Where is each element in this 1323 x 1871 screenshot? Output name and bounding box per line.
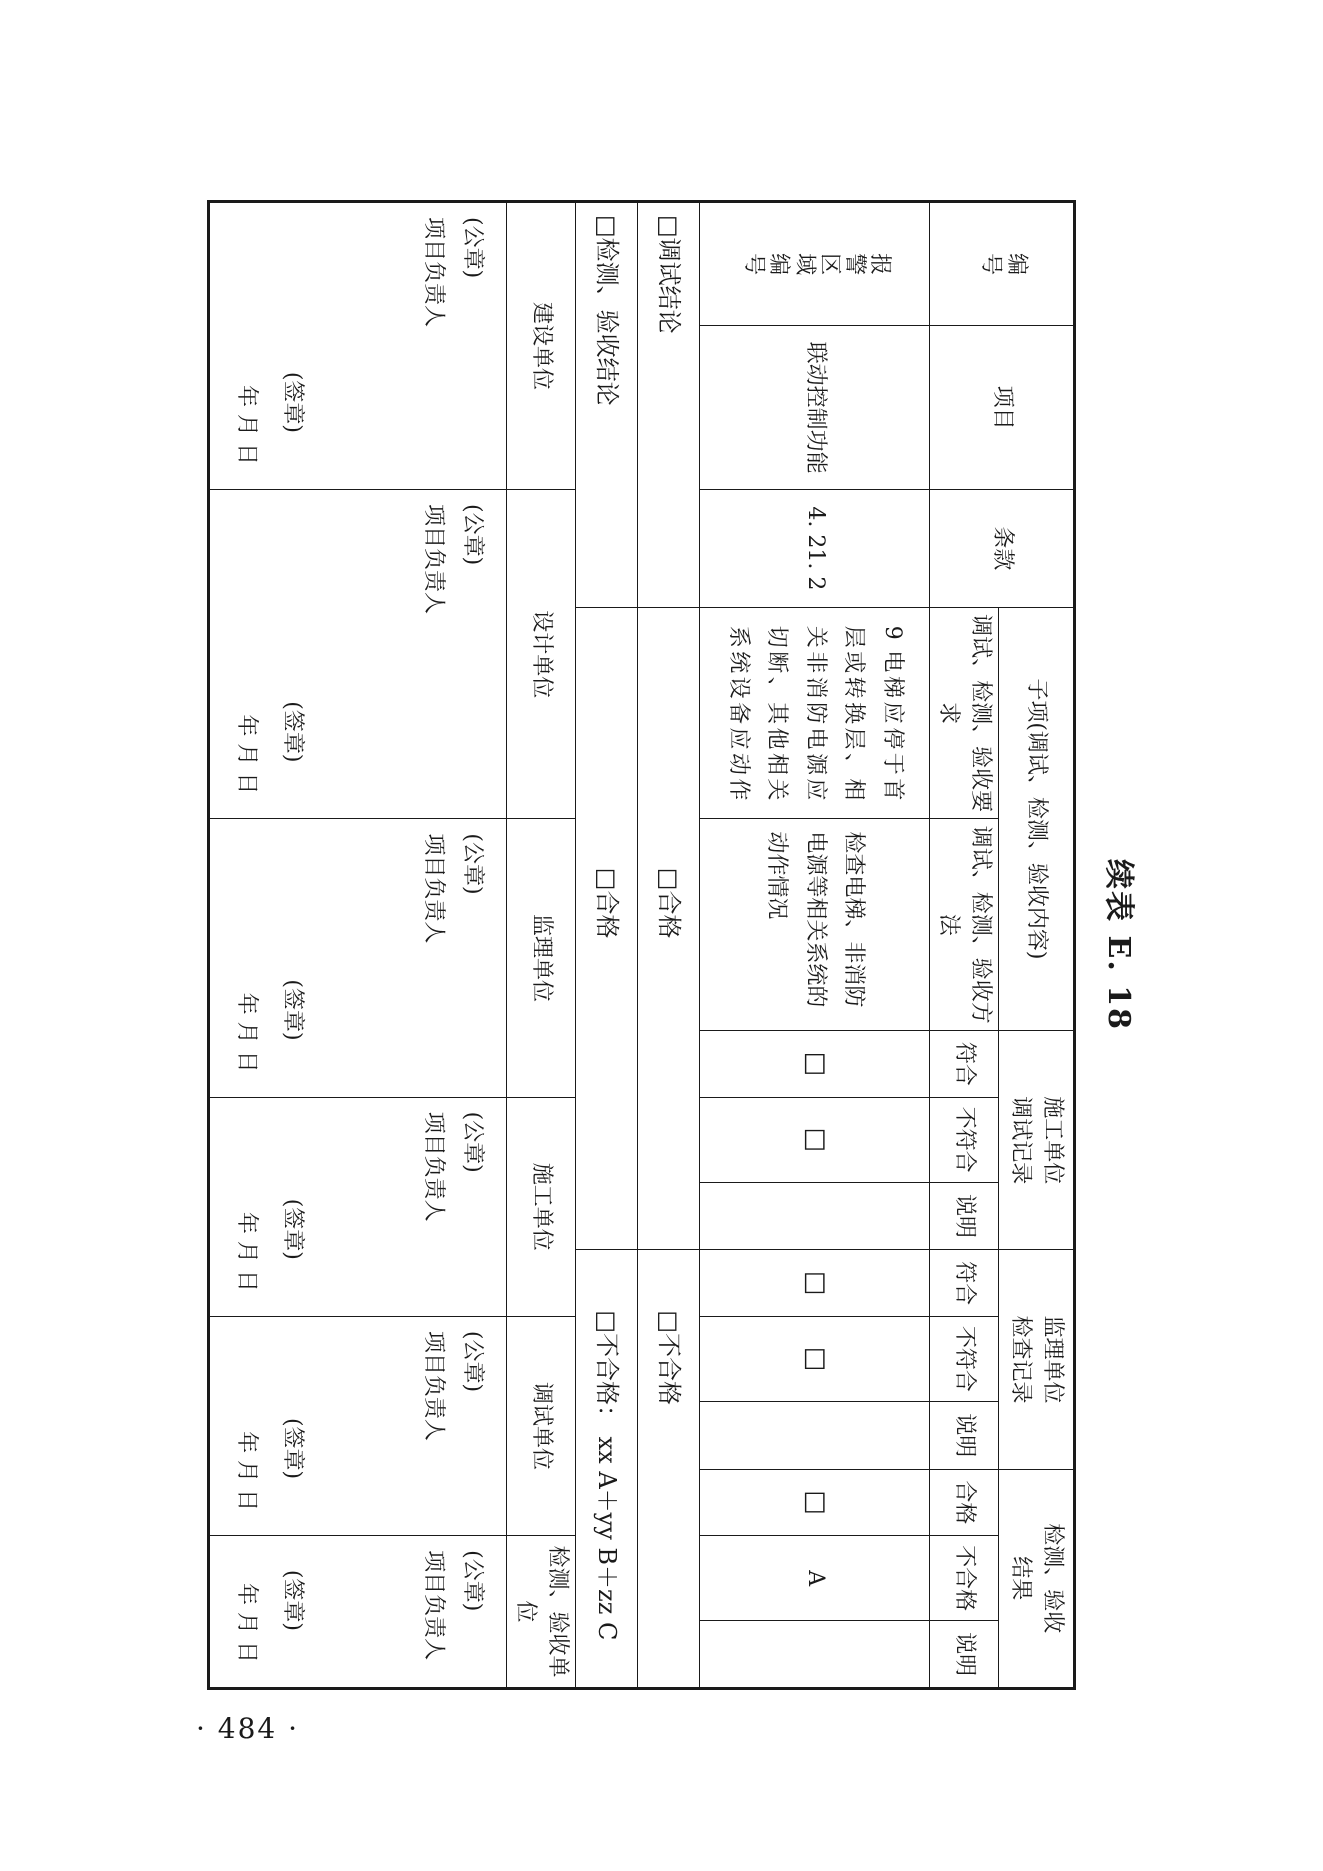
sign-cell-jiance[interactable]: (公章) 项目负责人 (签章) 年 月 日 bbox=[209, 1536, 507, 1689]
header-supervision-record: 监理单位 检查记录 bbox=[999, 1250, 1075, 1469]
sg-fuhe-checkbox[interactable]: □ bbox=[700, 1031, 930, 1098]
tiaoshi-fail-checkbox[interactable]: □不合格 bbox=[638, 1250, 700, 1689]
acceptance-table bbox=[207, 200, 1076, 1690]
header-jc-shuoming: 说明 bbox=[930, 1621, 999, 1689]
sg-bufuhe-checkbox[interactable]: □ bbox=[700, 1097, 930, 1182]
jiance-pass-checkbox[interactable]: □合格 bbox=[576, 607, 638, 1250]
row-yaoqiu: 9 电梯应停于首层或转换层、相关非消防电源应切断、其他相关系统设备应动作 bbox=[700, 607, 930, 819]
jc-hege-checkbox[interactable]: □ bbox=[700, 1469, 930, 1536]
header-bianhao: 编号 bbox=[930, 202, 1075, 326]
row-tiaokuan: 4. 21. 2 bbox=[700, 489, 930, 607]
signature-row bbox=[209, 202, 507, 1689]
jiance-conclusion-label[interactable]: □检测、验收结论 bbox=[576, 202, 638, 608]
row-xiangmu: 联动控制功能 bbox=[700, 326, 930, 490]
unit-jianli: 监理单位 bbox=[507, 819, 576, 1097]
tiaoshi-pass-checkbox[interactable]: □合格 bbox=[638, 607, 700, 1250]
jc-shuoming-cell bbox=[700, 1621, 930, 1689]
jl-fuhe-checkbox[interactable]: □ bbox=[700, 1250, 930, 1317]
tiaoshi-conclusion-row bbox=[638, 202, 700, 1689]
row-fangfa: 检查电梯、非消防电源等相关系统的动作情况 bbox=[700, 819, 930, 1031]
sign-cell-tiaoshi[interactable]: (公章) 项目负责人 (签章) 年 月 日 bbox=[209, 1316, 507, 1535]
unit-jianshe: 建设单位 bbox=[507, 202, 576, 490]
header-xiangmu: 项目 bbox=[930, 326, 1075, 490]
unit-tiaoshi: 调试单位 bbox=[507, 1316, 576, 1535]
unit-jiance: 检测、验收单位 bbox=[507, 1536, 576, 1689]
header-sg-bufuhe: 不符合 bbox=[930, 1097, 999, 1182]
header-jc-hege: 合格 bbox=[930, 1469, 999, 1536]
header-yaoqiu: 调试、检测、验收要求 bbox=[930, 607, 999, 819]
jiance-conclusion-row bbox=[576, 202, 638, 1689]
unit-shigong: 施工单位 bbox=[507, 1097, 576, 1316]
table-title: 续表 E. 18 bbox=[1101, 859, 1136, 1031]
sign-cell-jianshe[interactable]: (公章) 项目负责人 (签章) 年 月 日 bbox=[209, 202, 507, 490]
header-jl-bufuhe: 不符合 bbox=[930, 1316, 999, 1401]
jc-buhege-value: A bbox=[700, 1536, 930, 1621]
units-row bbox=[507, 202, 576, 1689]
table-row bbox=[700, 202, 930, 1689]
unit-sheji: 设计单位 bbox=[507, 489, 576, 818]
jl-shuoming-cell bbox=[700, 1401, 930, 1469]
header-jc-buhege: 不合格 bbox=[930, 1536, 999, 1621]
sign-cell-sheji[interactable]: (公章) 项目负责人 (签章) 年 月 日 bbox=[209, 489, 507, 818]
row-bianhao: 报警区域编号 bbox=[700, 202, 930, 326]
sg-shuoming-cell bbox=[700, 1182, 930, 1250]
header-tiaokuan: 条款 bbox=[930, 489, 1075, 607]
jl-bufuhe-checkbox[interactable]: □ bbox=[700, 1316, 930, 1401]
header-sg-fuhe: 符合 bbox=[930, 1031, 999, 1098]
sign-cell-jianli[interactable]: (公章) 项目负责人 (签章) 年 月 日 bbox=[209, 819, 507, 1097]
header-inspection-result: 检测、验收 结果 bbox=[999, 1469, 1075, 1688]
header-sg-shuoming: 说明 bbox=[930, 1182, 999, 1250]
rotated-page-content bbox=[220, 200, 1140, 1690]
sign-cell-shigong[interactable]: (公章) 项目负责人 (签章) 年 月 日 bbox=[209, 1097, 507, 1316]
tiaoshi-conclusion-label[interactable]: □调试结论 bbox=[638, 202, 700, 608]
header-jl-fuhe: 符合 bbox=[930, 1250, 999, 1317]
header-row-1 bbox=[999, 202, 1075, 1689]
jiance-fail-checkbox[interactable]: □不合格： xx A＋yy B＋zz C bbox=[576, 1250, 638, 1689]
header-zixiang: 子项(调试、检测、验收内容) bbox=[999, 607, 1075, 1030]
page-number: · 484 · bbox=[196, 1712, 300, 1745]
header-fangfa: 调试、检测、验收方法 bbox=[930, 819, 999, 1031]
header-construction-record: 施工单位 调试记录 bbox=[999, 1031, 1075, 1250]
header-jl-shuoming: 说明 bbox=[930, 1401, 999, 1469]
